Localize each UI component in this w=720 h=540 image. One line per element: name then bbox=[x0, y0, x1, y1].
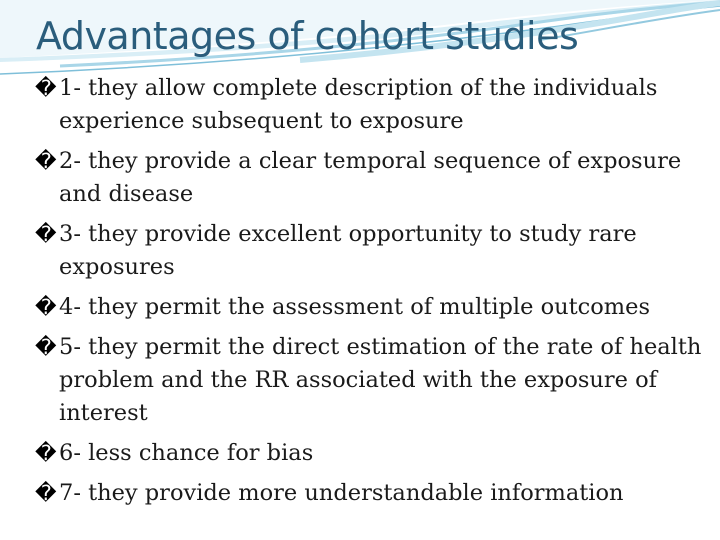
bullet-marker-icon: � bbox=[35, 335, 57, 359]
bullet-item bbox=[35, 72, 715, 138]
bullet-text: 6- less chance for bias bbox=[59, 440, 314, 466]
bullet-marker-icon: � bbox=[35, 481, 57, 505]
bullet-item bbox=[35, 218, 715, 284]
bullet-marker-icon: � bbox=[35, 76, 57, 100]
bullet-marker-icon: � bbox=[35, 295, 57, 319]
bullet-marker-icon: � bbox=[35, 222, 57, 246]
bullet-list bbox=[35, 72, 715, 517]
bullet-text: 3- they provide excellent opportunity to study rare exposures bbox=[59, 221, 637, 280]
bullet-text: 7- they provide more understandable information bbox=[59, 480, 624, 506]
bullet-text: 2- they provide a clear temporal sequence of exposure and disease bbox=[59, 148, 682, 207]
bullet-text: 1- they allow complete description of the individuals experience subsequent to exposure bbox=[59, 75, 658, 134]
bullet-text: 4- they permit the assessment of multiple outcomes bbox=[59, 294, 651, 320]
bullet-marker-icon: � bbox=[35, 149, 57, 173]
bullet-item bbox=[35, 437, 715, 470]
bullet-item bbox=[35, 145, 715, 211]
bullet-text: 5- they permit the direct estimation of the rate of health problem and the RR associated with the exposure of interest bbox=[59, 334, 702, 426]
bullet-item bbox=[35, 331, 715, 430]
bullet-item bbox=[35, 291, 715, 324]
slide-title: Advantages of cohort studies bbox=[36, 14, 579, 58]
bullet-item bbox=[35, 477, 715, 510]
bullet-marker-icon: � bbox=[35, 441, 57, 465]
